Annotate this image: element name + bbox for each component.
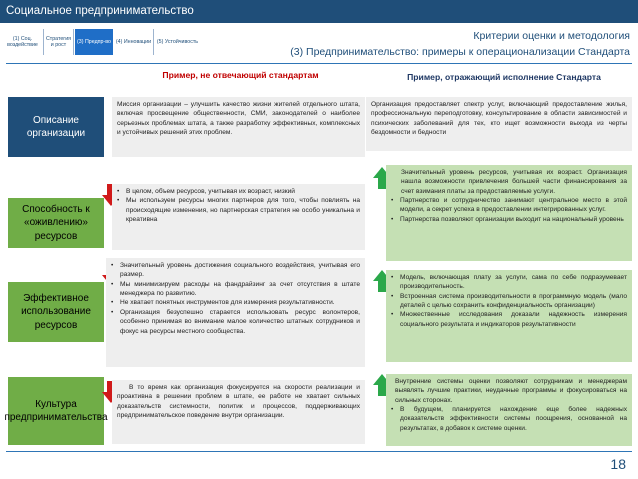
- list-item: • Организация безуспешно старается использовать ресурс волонтеров, особенно принимая во внимание малое количество штатных сотрудников и фокус на ресурсы местного сообщества.: [111, 308, 360, 336]
- positive-intro: Значительный уровень ресурсов, учитывая их возраст. Организация нашла возможности привлечения большей части финансирования за счет взимания платы за предоставляемые услуги.: [401, 169, 627, 195]
- positive-example-description: Организация предоставляет спектр услуг, включающий предоставление жилья, профессиональную переподготовку, консультирование в области зависимостей и психических заболеваний для тех, кто ищет возможности выхода из черты бездомности и бедности: [366, 97, 632, 151]
- tab-innovation[interactable]: (4) Инновации: [114, 29, 154, 55]
- negative-example-description: Миссия организации – улучшить качество жизни жителей отдельного штата, включая просвещение общественности, СМИ, законодателей о наиболее серьезных проблемах штата, а также разработку эффективных, комплексных и устойчивых решений этих проблем.: [112, 97, 365, 157]
- footer-divider: [6, 451, 632, 452]
- list-item: • Не хватает понятных инструментов для измерения результативности.: [111, 298, 360, 307]
- positive-column-heading: Пример, отражающий исполнение Стандарта: [407, 72, 601, 82]
- section-title-bar: [0, 0, 638, 23]
- page-header: [290, 28, 630, 61]
- negative-column-heading: Пример, не отвечающий стандартам: [162, 70, 319, 80]
- positive-example-resource-revival: [386, 165, 632, 261]
- list-item: • В будущем, планируется нахождение еще более надежных доказательств эффективности системы поощрения, основанной на результатах, в добавок к системе оценки.: [391, 405, 627, 433]
- page-number: 18: [610, 456, 626, 472]
- row-label-efficient-resource-use: Эффективное использование ресурсов: [8, 282, 104, 342]
- header-divider: [6, 63, 632, 64]
- tab-strategy[interactable]: Стратегия и рост: [44, 29, 74, 55]
- positive-example-efficient-resource-use: [386, 270, 632, 362]
- section-title: Социальное предпринимательство: [6, 5, 194, 17]
- list-item: • В целом, объем ресурсов, учитывая их возраст, низкий: [117, 187, 360, 196]
- positive-example-entrepreneurial-culture: [386, 374, 632, 446]
- tab-entrepreneurship[interactable]: (3) Предпр-во: [75, 29, 113, 55]
- row-label-resource-revival: Способность к «оживлению» ресурсов: [8, 198, 104, 248]
- tab-sustainability[interactable]: (5) Устойчивость: [156, 38, 199, 45]
- list-item: • Множественные исследования доказали надежность измерения социального результата и индикаторов результативности: [391, 310, 627, 329]
- negative-example-efficient-resource-use: [106, 258, 365, 367]
- list-item: • Партнерства позволяют организации выходит на национальный уровень: [391, 215, 627, 224]
- list-item: • Встроенная система производительности в программную модель (мало деталей с целью сохранить конфиденциальность организации): [391, 292, 627, 311]
- tab-social-impact[interactable]: (1) Соц. воздействие: [2, 29, 44, 55]
- page-title: Критерии оценки и методология: [473, 30, 630, 42]
- list-item: • Мы минимизируем расходы на фандрайзинг за счет отсутствия в штате менеджера по развитию.: [111, 280, 360, 299]
- list-item: • Партнерство и сотрудничество занимают центральное место в этой модели, а секрет успеха в предоставлении интегрированных услуг.: [391, 196, 627, 215]
- list-item: • Мы используем ресурсы многих партнеров для того, чтобы повлиять на происходящие изменения, но партнерская стратегия не особо уникальна и креативна: [117, 196, 360, 224]
- criteria-tabs: [0, 23, 200, 60]
- list-item: • Значительный уровень достижения социального воздействия, учитывая его размер.: [111, 261, 360, 280]
- negative-example-resource-revival: [112, 184, 365, 250]
- list-item: • Модель, включающая плату за услуги, сама по себе подразумевает производительность.: [391, 273, 627, 292]
- page-subtitle: (3) Предпринимательство: примеры к операционализации Стандарта: [290, 46, 630, 59]
- negative-example-entrepreneurial-culture: В то время как организация фокусируется на скорости реализации и проактивна в решении проблем в штате, ее работе не хватает сильных доказательств системности, политик и процессов, поддерживающих предпринимательское поведение внутри организации.: [112, 380, 365, 444]
- row-label-organization-description: Описание организации: [8, 97, 104, 157]
- positive-intro: Внутренние системы оценки позволяют сотрудникам и менеджерам выявлять лучшие практики, неудачные программы и фокусироваться на сильных сторонах.: [395, 378, 627, 404]
- row-label-entrepreneurial-culture: Культура предпринимательства: [8, 377, 104, 445]
